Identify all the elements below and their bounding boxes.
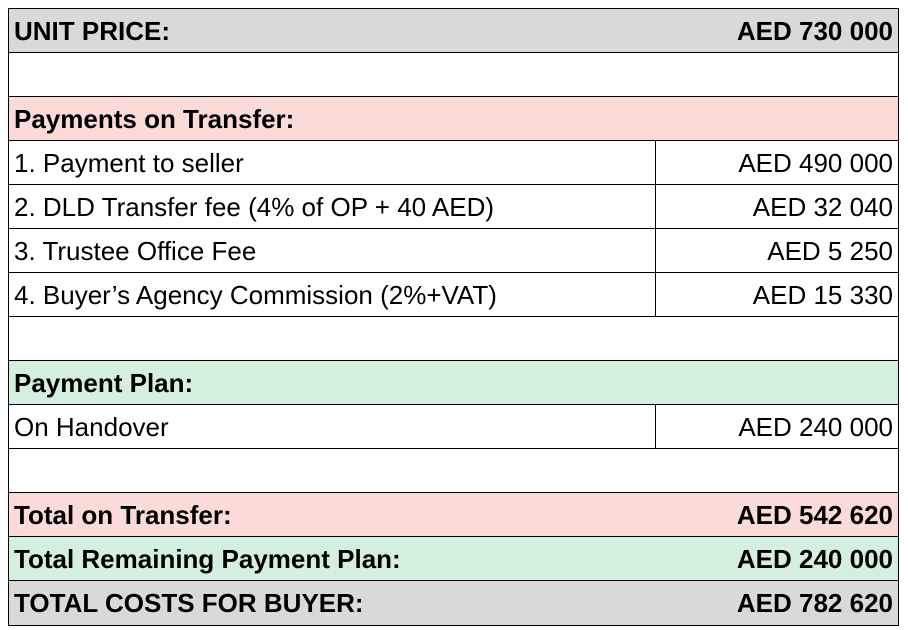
transfer-item-value: AED 32 040 bbox=[656, 185, 899, 229]
transfer-item-label: 4. Buyer’s Agency Commission (2%+VAT) bbox=[9, 273, 656, 317]
plan-item-label: On Handover bbox=[9, 405, 656, 449]
payment-plan-heading-row bbox=[9, 361, 899, 405]
transfer-item-label: 3. Trustee Office Fee bbox=[9, 229, 656, 273]
table-row bbox=[9, 405, 899, 449]
empty-cell bbox=[9, 449, 899, 493]
payments-on-transfer-heading: Payments on Transfer: bbox=[9, 97, 899, 141]
transfer-item-label: 2. DLD Transfer fee (4% of OP + 40 AED) bbox=[9, 185, 656, 229]
table-row bbox=[9, 141, 899, 185]
total-remaining-plan-row bbox=[9, 537, 899, 581]
unit-price-value: AED 730 000 bbox=[656, 9, 899, 53]
total-costs-row bbox=[9, 581, 899, 626]
total-on-transfer-value: AED 542 620 bbox=[656, 493, 899, 537]
plan-item-value: AED 240 000 bbox=[656, 405, 899, 449]
empty-cell bbox=[9, 53, 899, 97]
transfer-item-value: AED 5 250 bbox=[656, 229, 899, 273]
total-remaining-plan-value: AED 240 000 bbox=[656, 537, 899, 581]
cost-breakdown-table bbox=[8, 8, 899, 626]
total-costs-label: TOTAL COSTS FOR BUYER: bbox=[9, 581, 656, 626]
unit-price-row bbox=[9, 9, 899, 53]
table-row bbox=[9, 273, 899, 317]
spacer-row bbox=[9, 449, 899, 493]
empty-cell bbox=[9, 317, 899, 361]
payments-on-transfer-heading-row bbox=[9, 97, 899, 141]
unit-price-label: UNIT PRICE: bbox=[9, 9, 656, 53]
table-row bbox=[9, 229, 899, 273]
payment-plan-heading: Payment Plan: bbox=[9, 361, 899, 405]
total-on-transfer-row bbox=[9, 493, 899, 537]
transfer-item-label: 1. Payment to seller bbox=[9, 141, 656, 185]
transfer-item-value: AED 490 000 bbox=[656, 141, 899, 185]
total-on-transfer-label: Total on Transfer: bbox=[9, 493, 656, 537]
spacer-row bbox=[9, 53, 899, 97]
total-costs-value: AED 782 620 bbox=[656, 581, 899, 626]
total-remaining-plan-label: Total Remaining Payment Plan: bbox=[9, 537, 656, 581]
spacer-row bbox=[9, 317, 899, 361]
transfer-item-value: AED 15 330 bbox=[656, 273, 899, 317]
table-row bbox=[9, 185, 899, 229]
